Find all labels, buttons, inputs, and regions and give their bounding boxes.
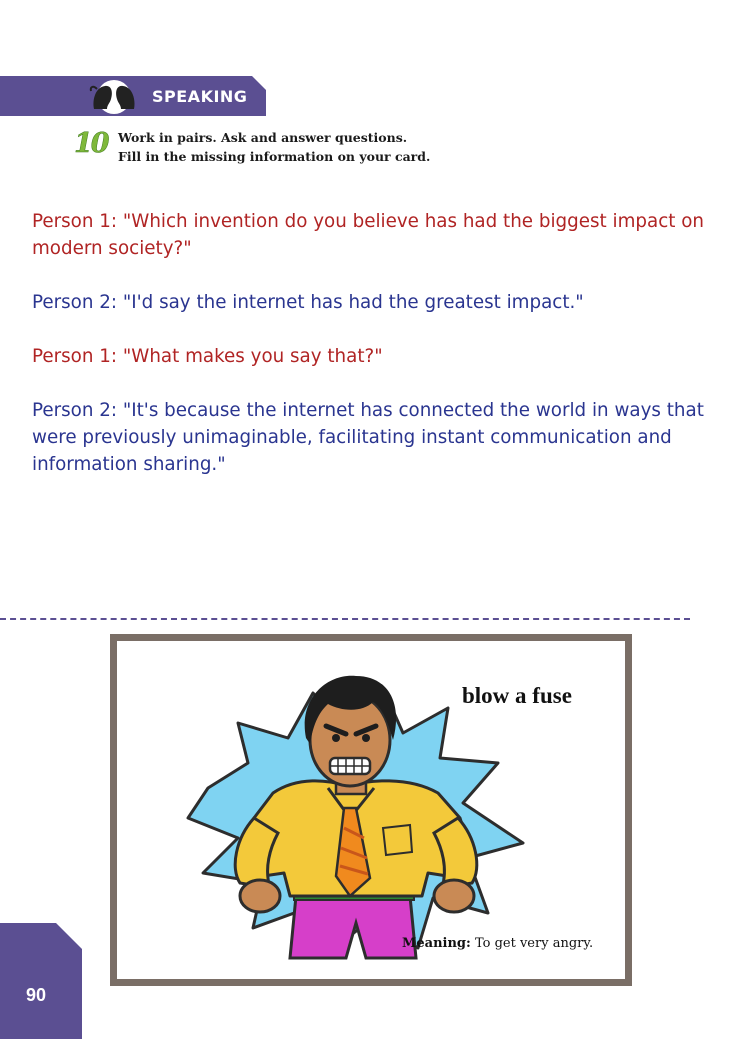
two-heads-icon: [88, 79, 140, 115]
instruction-line: Fill in the missing information on your card.: [118, 149, 431, 164]
exercise-number: 10: [74, 128, 108, 159]
angry-man-illustration: [178, 668, 538, 968]
dialogue: [32, 208, 712, 505]
dashed-divider: [0, 618, 690, 620]
section-label: SPEAKING: [152, 87, 248, 106]
idiom-title: blow a fuse: [462, 683, 572, 708]
meaning-text: To get very angry.: [474, 936, 594, 951]
instruction-line: Work in pairs. Ask and answer questions.: [118, 130, 408, 145]
meaning-label: Meaning:: [402, 936, 471, 951]
exercise-instructions: [118, 128, 430, 166]
dialogue-line-person1: Person 1: "What makes you say that?": [32, 346, 383, 367]
dialogue-line-person2: Person 2: "I'd say the internet has had the greatest impact.": [32, 292, 584, 313]
page-number: 90: [26, 985, 47, 1005]
idiom-meaning: [402, 936, 593, 951]
page-number-tab: [0, 923, 82, 1039]
dialogue-line-person2: Person 2: "It's because the internet has connected the world in ways that were previously unimaginable, facilitating instant communication and information sharing.": [32, 400, 704, 475]
dialogue-line-person1: Person 1: "Which invention do you believe has had the biggest impact on modern society?": [32, 211, 705, 259]
